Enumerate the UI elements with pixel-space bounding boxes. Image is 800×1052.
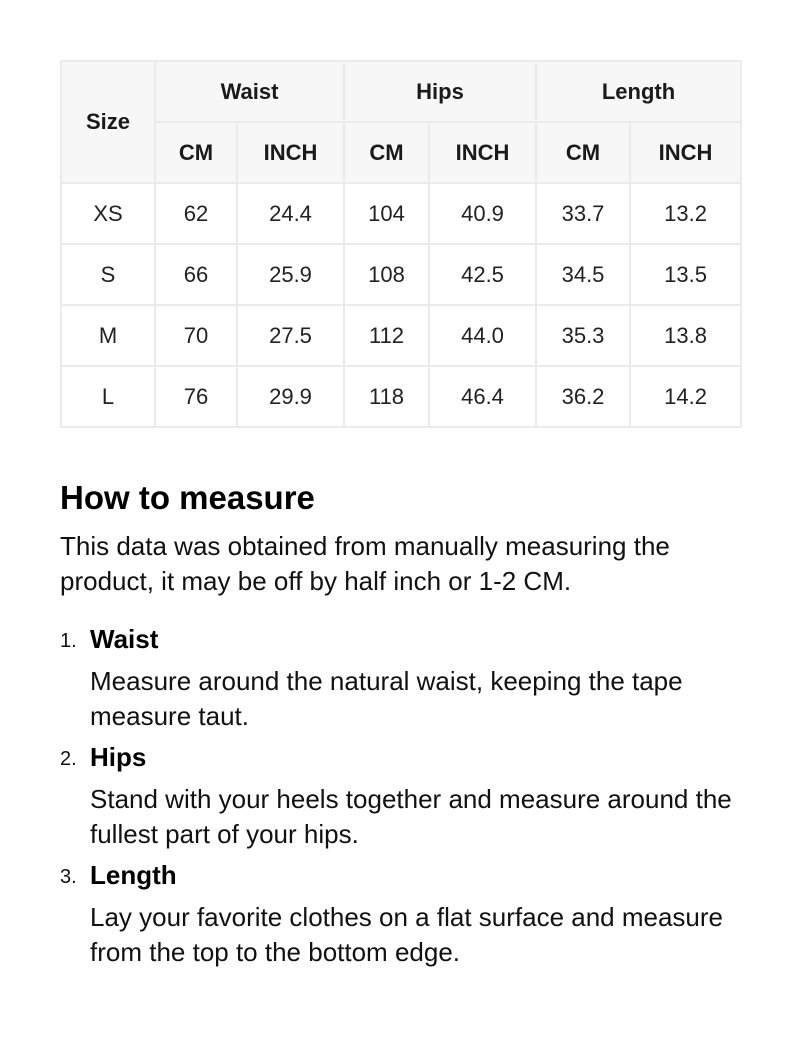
size-column-header: Size xyxy=(61,61,155,183)
size-cell: M xyxy=(61,305,155,366)
table-cell: 66 xyxy=(155,244,237,305)
table-cell: 36.2 xyxy=(536,366,630,427)
unit-header: CM xyxy=(344,122,429,183)
list-item xyxy=(60,737,760,852)
how-to-measure-section xyxy=(60,476,760,973)
table-header-row xyxy=(61,61,741,122)
table-cell: 42.5 xyxy=(429,244,536,305)
table-cell: 29.9 xyxy=(237,366,344,427)
unit-header: CM xyxy=(155,122,237,183)
list-item xyxy=(60,619,760,734)
size-cell: XS xyxy=(61,183,155,244)
size-cell: S xyxy=(61,244,155,305)
intro-paragraph: This data was obtained from manually measuring the product, it may be off by half inch or 1-2 CM. xyxy=(60,531,670,596)
table-cell: 33.7 xyxy=(536,183,630,244)
table-row xyxy=(61,183,741,244)
unit-header: CM xyxy=(536,122,630,183)
table-cell: 70 xyxy=(155,305,237,366)
unit-header: INCH xyxy=(237,122,344,183)
table-cell: 76 xyxy=(155,366,237,427)
size-chart-table xyxy=(60,60,742,428)
length-group-header: Length xyxy=(536,61,741,122)
table-unit-row xyxy=(61,122,741,183)
table-cell: 44.0 xyxy=(429,305,536,366)
table-cell: 13.2 xyxy=(630,183,741,244)
table-cell: 14.2 xyxy=(630,366,741,427)
table-cell: 46.4 xyxy=(429,366,536,427)
table-cell: 108 xyxy=(344,244,429,305)
waist-group-header: Waist xyxy=(155,61,344,122)
table-cell: 13.8 xyxy=(630,305,741,366)
step-description: Measure around the natural waist, keeping the tape measure taut. xyxy=(90,666,683,731)
table-row xyxy=(61,366,741,427)
table-cell: 104 xyxy=(344,183,429,244)
unit-header: INCH xyxy=(630,122,741,183)
unit-header: INCH xyxy=(429,122,536,183)
table-row xyxy=(61,305,741,366)
table-cell: 13.5 xyxy=(630,244,741,305)
table-cell: 25.9 xyxy=(237,244,344,305)
table-cell: 112 xyxy=(344,305,429,366)
table-cell: 118 xyxy=(344,366,429,427)
section-title: How to measure xyxy=(60,479,315,516)
table-cell: 62 xyxy=(155,183,237,244)
table-row xyxy=(61,244,741,305)
measure-steps-list xyxy=(60,619,760,970)
step-number: 1. xyxy=(60,630,77,652)
step-number: 3. xyxy=(60,866,77,888)
step-description: Lay your favorite clothes on a flat surface and measure from the top to the bottom edge. xyxy=(90,902,724,967)
step-number: 2. xyxy=(60,748,77,770)
step-title: Hips xyxy=(90,742,147,772)
list-item xyxy=(60,855,760,970)
table-cell: 34.5 xyxy=(536,244,630,305)
table-cell: 24.4 xyxy=(237,183,344,244)
step-description: Stand with your heels together and measure around the fullest part of your hips. xyxy=(90,784,732,849)
step-title: Length xyxy=(90,860,177,890)
size-cell: L xyxy=(61,366,155,427)
table-cell: 27.5 xyxy=(237,305,344,366)
step-title: Waist xyxy=(90,624,159,654)
table-cell: 40.9 xyxy=(429,183,536,244)
hips-group-header: Hips xyxy=(344,61,536,122)
table-cell: 35.3 xyxy=(536,305,630,366)
